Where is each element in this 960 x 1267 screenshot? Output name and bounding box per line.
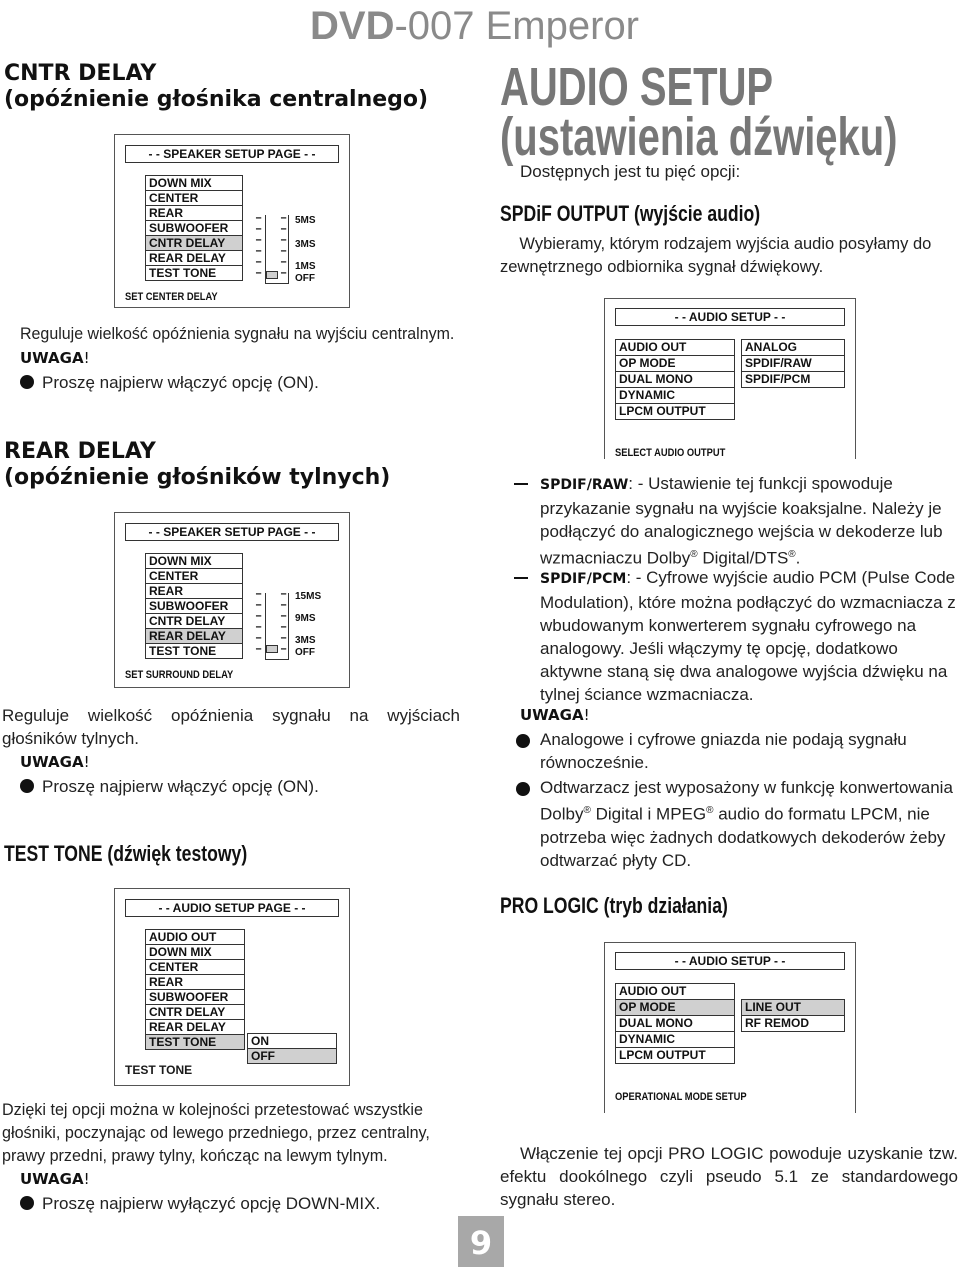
option-item[interactable]: ANALOG	[742, 340, 844, 356]
option-item[interactable]: SPDIF/PCM	[745, 372, 811, 386]
slider-value: OFF	[295, 273, 315, 284]
osd-title: - - AUDIO SETUP - -	[615, 952, 845, 970]
test-tone-note: Proszę najpierw wyłączyć opcję DOWN-MIX.	[20, 1192, 380, 1215]
menu-item[interactable]: DOWN MIX	[146, 554, 242, 569]
menu-item[interactable]: CENTER	[146, 191, 242, 206]
bullet-icon	[20, 779, 34, 793]
slider-value: 3MS	[295, 239, 316, 250]
slider-ticks: – – – – – –	[280, 211, 288, 280]
menu-item[interactable]: CENTER	[146, 569, 242, 584]
slider-value: 5MS	[295, 215, 316, 226]
slider-ticks: – – – – – –	[255, 211, 263, 280]
cntr-delay-description: Reguluje wielkość opóźnienia sygnału na wyjściu centralnym.	[20, 324, 455, 343]
pro-logic-description: Włączenie tej opcji PRO LOGIC powoduje uzyskanie tzw. efektu dookólnego czyli pseudo 5.1 ze standardowego sygnału stereo.	[500, 1144, 958, 1209]
dash-icon	[514, 577, 528, 579]
menu-item[interactable]: SUBWOOFER	[146, 599, 242, 614]
menu-item[interactable]: SUBWOOFER	[146, 990, 244, 1005]
audio-setup-intro: Dostępnych jest tu pięć opcji:	[520, 162, 741, 181]
spdif-raw-label: SPDIF/RAW	[540, 477, 629, 493]
test-tone-description: Dzięki tej opcji można w kolejności przetestować wszystkie głośniki, poczynając od lewego przedniego, przez centralny, prawy przedni, prawy tylny, kończąc na lewym tylnym.	[2, 1100, 430, 1165]
uwaga-label: UWAGA!	[20, 1170, 90, 1188]
osd-menu	[615, 983, 735, 1064]
header-title	[310, 2, 639, 50]
spdif-pcm-entry: SPDIF/PCM: - Cyfrowe wyjście audio PCM (Pulse Code Modulation), które można podłączyć do wzmacniacza z wbudowanym konwerterem sygnału cyfrowego na analogowy. Jeśli włączymy tę opcję, dodatkowo aktywne staną się dwa analogowe wyjścia dźwięku na tylnej ściance wzmacniacza.	[514, 566, 956, 706]
menu-item[interactable]: TEST TONE	[149, 266, 217, 280]
osd-footer: SET CENTER DELAY	[125, 291, 218, 303]
audio-output-osd-panel	[604, 298, 856, 459]
slider-value: 1MS	[295, 261, 316, 272]
rear-delay-description: Reguluje wielkość opóźnienia sygnału na wyjściach głośników tylnych.	[2, 706, 460, 748]
rear-delay-note: Proszę najpierw włączyć opcję (ON).	[20, 775, 319, 798]
cntr-delay-note: Proszę najpierw włączyć opcję (ON).	[20, 371, 319, 394]
menu-item[interactable]: DOWN MIX	[146, 176, 242, 191]
slider-knob[interactable]	[266, 271, 278, 279]
option-item-selected[interactable]: LINE OUT	[742, 1000, 844, 1016]
bullet-icon	[20, 375, 34, 389]
menu-item[interactable]: CENTER	[146, 960, 244, 975]
osd-title: - - AUDIO SETUP - -	[615, 308, 845, 326]
menu-item[interactable]: DYNAMIC	[616, 388, 734, 404]
option-item[interactable]: SPDIF/RAW	[742, 356, 844, 372]
menu-item[interactable]: REAR	[146, 206, 242, 221]
osd-footer: SET SURROUND DELAY	[125, 669, 234, 681]
menu-item[interactable]: LPCM OUTPUT	[619, 404, 706, 418]
osd-footer: TEST TONE	[125, 1063, 193, 1077]
slider-value: 15MS	[295, 591, 322, 602]
test-tone-osd-panel	[114, 888, 350, 1086]
rear-delay-heading: REAR DELAY	[4, 439, 156, 464]
audio-setup-subtitle: (ustawienia dźwięku)	[500, 107, 898, 167]
header-brand: DVD	[310, 4, 395, 48]
osd-title: - - AUDIO SETUP PAGE - -	[125, 899, 339, 917]
spdif-output-description: Wybieramy, którym rodzajem wyjścia audio posyłamy do zewnętrznego odbiornika sygnał dźwiękowy.	[500, 234, 932, 276]
osd-menu	[145, 553, 243, 659]
uwaga-label: UWAGA!	[20, 349, 90, 367]
menu-item[interactable]: DOWN MIX	[146, 945, 244, 960]
menu-item[interactable]: DUAL MONO	[616, 372, 734, 388]
menu-item-selected[interactable]: TEST TONE	[146, 1035, 244, 1049]
cntr-delay-subheading: (opóźnienie głośnika centralnego)	[4, 87, 429, 112]
header-model: -007 Emperor	[394, 4, 640, 48]
osd-footer: SELECT AUDIO OUTPUT	[615, 447, 726, 459]
rear-delay-subheading: (opóźnienie głośników tylnych)	[4, 465, 391, 490]
menu-item[interactable]: OP MODE	[616, 356, 734, 372]
osd-menu	[615, 339, 735, 420]
menu-item[interactable]: DYNAMIC	[616, 1032, 734, 1048]
bullet-icon	[516, 734, 530, 748]
page-number: 9	[469, 1224, 493, 1262]
menu-item[interactable]: REAR	[146, 975, 244, 990]
menu-item[interactable]: TEST TONE	[149, 644, 217, 658]
cntr-delay-heading: CNTR DELAY	[4, 61, 157, 86]
option-item[interactable]: ON	[248, 1034, 336, 1049]
bullet-icon	[20, 1196, 34, 1210]
osd-options	[247, 1033, 337, 1064]
osd-options	[741, 999, 845, 1032]
bullet-icon	[516, 782, 530, 796]
osd-footer: OPERATIONAL MODE SETUP	[615, 1091, 747, 1103]
spdif-pcm-label: SPDIF/PCM	[540, 571, 627, 587]
option-item-selected[interactable]: OFF	[248, 1049, 336, 1063]
osd-options	[741, 339, 845, 388]
slider-knob[interactable]	[266, 645, 278, 653]
menu-item[interactable]: AUDIO OUT	[616, 984, 734, 1000]
osd-menu	[145, 175, 243, 281]
osd-menu	[145, 929, 245, 1050]
menu-item[interactable]: CNTR DELAY	[146, 1005, 244, 1020]
menu-item[interactable]: SUBWOOFER	[146, 221, 242, 236]
menu-item[interactable]: LPCM OUTPUT	[619, 1048, 706, 1062]
uwaga-label: UWAGA!	[20, 753, 90, 771]
pro-logic-heading: PRO LOGIC (tryb działania)	[500, 893, 728, 918]
osd-title: - - SPEAKER SETUP PAGE - -	[125, 145, 339, 163]
pro-logic-osd-panel	[604, 942, 856, 1113]
spdif-raw-entry: SPDIF/RAW: - Ustawienie tej funkcji spowoduje przykazanie sygnału na wyjście koaksjalne. Należy je podłączyć do analogicznego wejścia w dekoderze lub wzmacniaczu Dolby® Digital/DTS®.	[514, 472, 956, 570]
test-tone-heading: TEST TONE (dźwięk testowy)	[4, 841, 248, 866]
audio-note-2: Odtwarzacz jest wyposażony w funkcję konwertowania Dolby® Digital i MPEG® audio do formatu LPCM, nie potrzeba więc żadnych dodatkowych dekoderów żeby odtwarzać płyty CD.	[514, 776, 956, 872]
slider-value: 3MS	[295, 635, 316, 646]
menu-item[interactable]: AUDIO OUT	[146, 930, 244, 945]
option-item[interactable]: RF REMOD	[745, 1016, 809, 1030]
menu-item[interactable]: CNTR DELAY	[146, 614, 242, 629]
audio-setup-title: AUDIO SETUP	[500, 57, 774, 117]
slider-value: 9MS	[295, 613, 316, 624]
menu-item[interactable]: AUDIO OUT	[616, 340, 734, 356]
cntr-delay-osd-panel	[114, 134, 350, 308]
spdif-output-heading: SPDiF OUTPUT (wyjście audio)	[500, 201, 761, 226]
uwaga-label: UWAGA!	[520, 706, 590, 724]
menu-item[interactable]: REAR DELAY	[146, 251, 242, 266]
menu-item[interactable]: DUAL MONO	[616, 1016, 734, 1032]
menu-item-selected[interactable]: CNTR DELAY	[146, 236, 242, 251]
slider-ticks: – – – – – –	[280, 587, 288, 656]
menu-item[interactable]: REAR DELAY	[146, 1020, 244, 1035]
dash-icon	[514, 483, 528, 485]
menu-item-selected[interactable]: OP MODE	[616, 1000, 734, 1016]
osd-title: - - SPEAKER SETUP PAGE - -	[125, 523, 339, 541]
audio-note-1: Analogowe i cyfrowe gniazda nie podają sygnału równocześnie.	[514, 728, 956, 774]
rear-delay-osd-panel	[114, 512, 350, 688]
slider-ticks: – – – – – –	[255, 587, 263, 656]
slider-value: OFF	[295, 647, 315, 658]
menu-item-selected[interactable]: REAR DELAY	[146, 629, 242, 644]
menu-item[interactable]: REAR	[146, 584, 242, 599]
